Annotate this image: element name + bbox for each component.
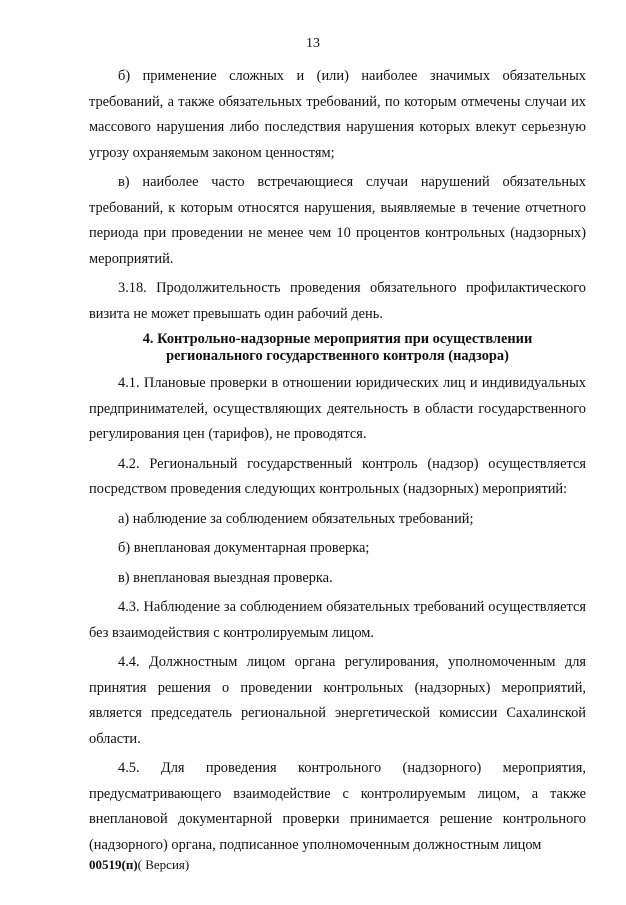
paragraph-4-5: 4.5. Для проведения контрольного (надзорного) мероприятия, предусматривающего взаимодействие с контролируемым лицом, а также внеплановой документарной проверки принимается решение контрольного (надзорного) органа, подписанное уполномоченным должностным лицом bbox=[89, 760, 586, 853]
paragraph-b-requirements: б) применение сложных и (или) наиболее значимых обязательных требований, а также обязательных требований, по которым отмечены случаи их массового нарушения либо последствия нарушения которых влекут серьезную угрозу охраняемым законом ценностям; bbox=[89, 68, 586, 161]
paragraph-4-1: 4.1. Плановые проверки в отношении юридических лиц и индивидуальных предпринимателей, осуществляющих деятельность в области государственного регулирования цен (тарифов), не проводятся. bbox=[89, 375, 586, 442]
section-heading-line-2: регионального государственного контроля (надзора) bbox=[166, 348, 509, 364]
paragraph-4-4: 4.4. Должностным лицом органа регулирования, уполномоченным для принятия решения о проведении контрольных (надзорных) мероприятий, является председатель региональной энергетической комиссии Сахалинской области. bbox=[89, 654, 586, 747]
document-body bbox=[89, 64, 586, 862]
section-heading bbox=[89, 331, 586, 365]
document-code: 00519(п) bbox=[89, 857, 138, 872]
list-item-b: б) внеплановая документарная проверка; bbox=[118, 540, 370, 556]
paragraph-v-violations: в) наиболее часто встречающиеся случаи нарушений обязательных требований, к которым относятся нарушения, выявляемые в течение отчетного периода при проведении не менее чем 10 процентов контрольных (надзорных) мероприятий. bbox=[89, 174, 586, 267]
document-footer bbox=[89, 857, 189, 873]
document-version: ( Версия) bbox=[137, 857, 190, 872]
paragraph-4-3: 4.3. Наблюдение за соблюдением обязательных требований осуществляется без взаимодействия с контролируемым лицом. bbox=[89, 599, 586, 641]
list-item-v: в) внеплановая выездная проверка. bbox=[118, 569, 333, 586]
paragraph-4-2: 4.2. Региональный государственный контроль (надзор) осуществляется посредством проведения следующих контрольных (надзорных) мероприятий: bbox=[89, 455, 586, 497]
paragraph-3-18: 3.18. Продолжительность проведения обязательного профилактического визита не может превышать один рабочий день. bbox=[89, 280, 586, 322]
list-item-a: а) наблюдение за соблюдением обязательных требований; bbox=[118, 510, 474, 527]
section-heading-line-1: 4. Контрольно-надзорные мероприятия при осуществлении bbox=[142, 331, 533, 347]
page-number: 13 bbox=[306, 36, 320, 51]
